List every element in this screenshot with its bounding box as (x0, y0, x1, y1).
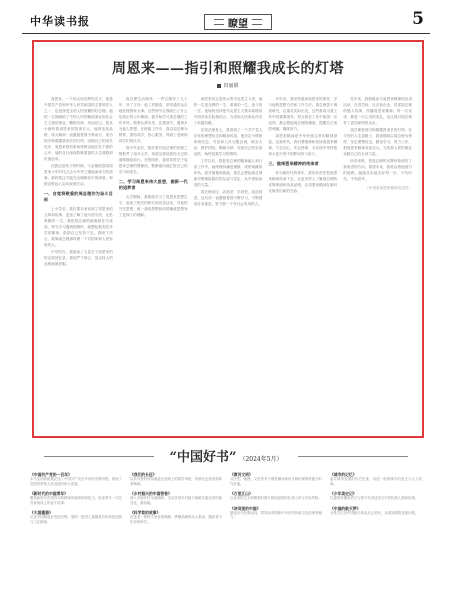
article-paragraph: 周总理是指引和照耀我成长的灯塔。在今后的人生道路上，我将继续以周总理为榜样，坚定理想信念，勤奋学习，努力工作，把周恩来精神发扬光大，为党和人民的事业贡献自己的全部力量。 (343, 128, 412, 156)
section-name: 瞭望 (228, 18, 248, 30)
article-paragraph: 周恩来，一个伟大而光辉的名字。他是中国共产党和中华人民共和国的主要领导人之一，也是深受全国人民爱戴的好总理。他把一生都献给了中国人民的解放事业和社会主义建设事业，鞠躬尽瘁，死而后已。我从小就听着周恩来的故事长大，他的崇高品格、伟大精神一直激励着我不断前行，成为指引和照耀我成长的灯塔。回顾自己的成长经历，周恩来的形象始终鲜活地存在于我的心中，他的言行深深影响着我的人生道路和价值追求。 (44, 97, 113, 161)
book-entry (230, 491, 322, 501)
article-paragraph: 在周总理身上，我看到了一个共产党人应有的理想信念和精神风范。他坚定不移的革命信念，对党和人民无限忠诚，顾全大局，维护团结，鞠躬尽瘁，死而后已的崇高品格，始终是我学习的榜样。 (193, 128, 263, 156)
book-entry (130, 491, 222, 505)
article-column (44, 96, 113, 428)
book-entry (330, 491, 422, 501)
article-paragraph: 在我还是孩子的时候，父亲便给我讲周恩来少年时代立志为中华之崛起而读书的故事。那时我还不能完全理解其中的深意，却被这种远大志向深深打动。 (44, 164, 113, 186)
title-rule-right (298, 456, 408, 457)
article-columns (44, 96, 412, 428)
article-subheading: 二、学习周恩来伟大思想，做新一代的追梦者 (118, 179, 188, 190)
book-entry (30, 472, 122, 486)
book-entry (330, 506, 422, 516)
book-entry-title: 《新时代的中国青年》 (30, 491, 68, 497)
article-author-line (42, 82, 414, 89)
article-column (343, 96, 412, 428)
book-entry (30, 491, 122, 505)
article-subheading: 三、做周恩来精神的传承者 (268, 161, 319, 166)
book-list-column (330, 472, 422, 592)
book-entry-title: 《诗词里的中国》 (230, 505, 261, 511)
masthead (22, 8, 430, 34)
ornament-left-icon (214, 19, 224, 25)
book-entry-description: 聚焦新时代中国青年的精神风貌和使命担当，讲述青年一代在各条战线上的奋斗故事。 (30, 496, 122, 505)
book-list-columns (30, 472, 422, 592)
book-entry (330, 472, 422, 486)
article-column (268, 96, 337, 428)
page-number: 5 (412, 9, 424, 29)
article-endnote: （作者系周恩来精神宣讲员） (365, 186, 412, 190)
article-paragraph: 周总理说过：活到老，学到老，改造到老。这句话一直激励着我不断学习，不断提高自身素质，努力做一个对社会有用的人。 (193, 190, 263, 206)
book-entry-title: 《大国重器》 (30, 510, 53, 516)
book-list-column (130, 472, 222, 592)
article-paragraph: 回首来路，是周总理的光辉形象照亮了我前进的方向；展望未来，我将沿着他指引的道路，踏踏实实地走好每一步，不负时代，不负韶华。 (343, 159, 412, 181)
article-paragraph: 工作以后，我把周总理的精神融入到日常工作中，始终保持谦虚谨慎、戒骄戒躁的作风。面对困难和挑战，我总会想起周总理面对艰难险阻时的从容与坚定，从中汲取前进的力量。 (193, 159, 263, 187)
book-list-heading: “中国好书” (169, 450, 237, 465)
book-entry-title: 《科学家的故事》 (130, 510, 161, 516)
article-paragraph: 周总理生活简朴，一件衣服穿了几十年，补了又补；他工作勤奋，常常通宵达旦地处理国家大事。这些细节让我明白了什么是真正的公仆精神。我开始学习周总理的工作作风，做事认真负责，注重细节，遇事多为他人着想。在班级工作中，我以周总理为榜样，团结同学，热心服务，得到了老师和同学们的认可。 (118, 97, 188, 143)
article-paragraph: 大学期间，我系统学习了周恩来思想生平，参加了相关的研究和宣讲活动，对他的外交思想、统一战线思想和治国理政思想有了更深入的理解。 (118, 195, 188, 217)
book-entry-description: 以通俗易懂的语言为青少年讲述史记中的经典人物和故事。 (330, 496, 419, 501)
book-entry-title: 《中国的航天梦》 (330, 505, 361, 511)
article-title: 周恩来——指引和照耀我成长的灯塔 (112, 61, 344, 77)
article-paragraph: 作为新时代的青年，我们有责任把周恩来精神传承下去，让更多的人了解周总理的光辉事迹和崇高品格，让周恩来精神在新时代焕发出新的光彩。 (268, 171, 338, 193)
book-entry-title: 《城市的记忆》 (330, 472, 357, 477)
book-entry (130, 510, 222, 524)
book-entry-title: 《我们的长征》 (130, 472, 157, 477)
article-paragraph: 上小学后，我在课本里读到了周恩来的文章和故事，更加了解了他为国为民、无私奉献的一生。我把周总理的画像贴在书桌前，每当学习遇到困难时，就想起他刻苦求学的精神，鼓励自己坚持下去。我暗下决心，要像周总理那样做一个对国家和人民有用的人。 (44, 207, 113, 247)
article-paragraph: 周恩来同志是伟大的马克思主义者，他的一生是光辉的一生、革命的一生、战斗的一生。他始终坚持把马克思主义基本原理同中国具体实际相结合，为党和人民事业作出了卓越贡献。 (193, 97, 263, 125)
book-entry-description: 以优美的文字和精美的图片展现祖国的壮美山河与多彩风物。 (230, 496, 322, 501)
book-entry-description: 追寻城市发展的历史足迹，讲述一座座城市的变迁与人文故事。 (330, 477, 422, 486)
newspaper-brand: 中华读书报 (30, 15, 90, 28)
book-entry-description: 精选历代经典诗词，带领读者领略中华优秀传统文化的独特魅力。 (230, 510, 322, 520)
book-entry (30, 510, 122, 524)
book-entry-description: 以亲历者的视角重温长征路上的艰苦卓绝，传承红色基因和革命精神。 (130, 477, 222, 486)
article-author: 田丽娟 (223, 83, 239, 89)
book-entry (130, 472, 222, 486)
article-column (119, 96, 188, 428)
section-label-box (204, 14, 272, 30)
article-paragraph: 高中毕业后，我怀着对周总理的崇敬之情报考了南开大学，希望沿着他曾经走过的道路继续前行。在校园里，我常常驻足于周恩来总理的塑像前，默默地向他汇报自己的学习和成长。 (118, 146, 188, 174)
masthead-rule (22, 33, 430, 34)
book-entry-title: 《乡村振兴的中国答卷》 (130, 491, 172, 497)
article-paragraph: 多年来，我坚持阅读周恩来的著作，学习他的思想方法和工作方法。周总理善于调查研究，注重从实际出发，这些都成为我工作中的重要指导。每当我在工作中取得一点成绩，都会想起周总理的谦逊，提醒自己戒骄戒躁，继续努力。 (268, 97, 338, 131)
book-entry-description: 全景式记录中国航天事业从无到有、从弱到强的发展历程。 (330, 510, 419, 515)
article-subheading: 一、自觉将敬爱的周总理作为奋斗目标 (44, 191, 113, 202)
book-entry-title: 《黄河文明》 (230, 472, 253, 477)
book-entry-description: 从历史、地理、文化等多个维度解读黄河文明的深厚底蕴与时代价值。 (230, 477, 322, 486)
article-paragraph: 中学时代，我阅读了大量关于周恩来的传记和回忆录，被他严于律己、宽以待人的品格深深折服。 (44, 250, 113, 266)
article-paragraph: 近年来，我积极参与周恩来精神的宣讲活动，走进学校、社区和企业，讲述周总理的感人故事，传播周恩来精神。每一次宣讲，都是一次心灵的洗礼，也让我对周总理有了更加深刻的认识。 (343, 97, 412, 125)
book-entry (230, 472, 322, 486)
book-entry-description: 记录中国制造业发展历程，展现一批国之重器背后的科技创新与工匠精神。 (30, 515, 122, 524)
author-marker-icon (217, 84, 221, 88)
article-column (194, 96, 263, 428)
featured-article (32, 40, 424, 438)
book-entry (230, 506, 322, 520)
book-list-section (22, 446, 430, 594)
book-entry-title: 《万里江山》 (230, 491, 253, 497)
book-entry-description: 讲述老一辈科学家爱国奉献、勇攀高峰的动人事迹，激励青少年崇尚科学。 (130, 515, 222, 524)
book-entry-description: 深入多地乡村实地调研，生动呈现乡村振兴战略实施以来的新变化、新面貌。 (130, 496, 222, 505)
book-entry-description: 本书全面系统地记述了中国共产党百年来的光辉历程，展现了党团结带领人民创造的伟大成就。 (30, 477, 122, 486)
book-list-subtitle: （2024年5月） (239, 456, 283, 463)
book-list-column (230, 472, 322, 592)
ornament-right-icon (252, 19, 262, 25)
book-entry-title: 《少年读史记》 (330, 491, 357, 497)
book-entry-title: 《中国共产党的一百年》 (30, 472, 72, 477)
book-list-column (30, 472, 122, 592)
article-paragraph: 周恩来精神是中华民族宝贵的精神财富。在新时代，我们要继承和发扬周恩来精神，不忘初心，牢记使命，为实现中华民族伟大复兴的中国梦而努力奋斗。 (268, 134, 338, 156)
